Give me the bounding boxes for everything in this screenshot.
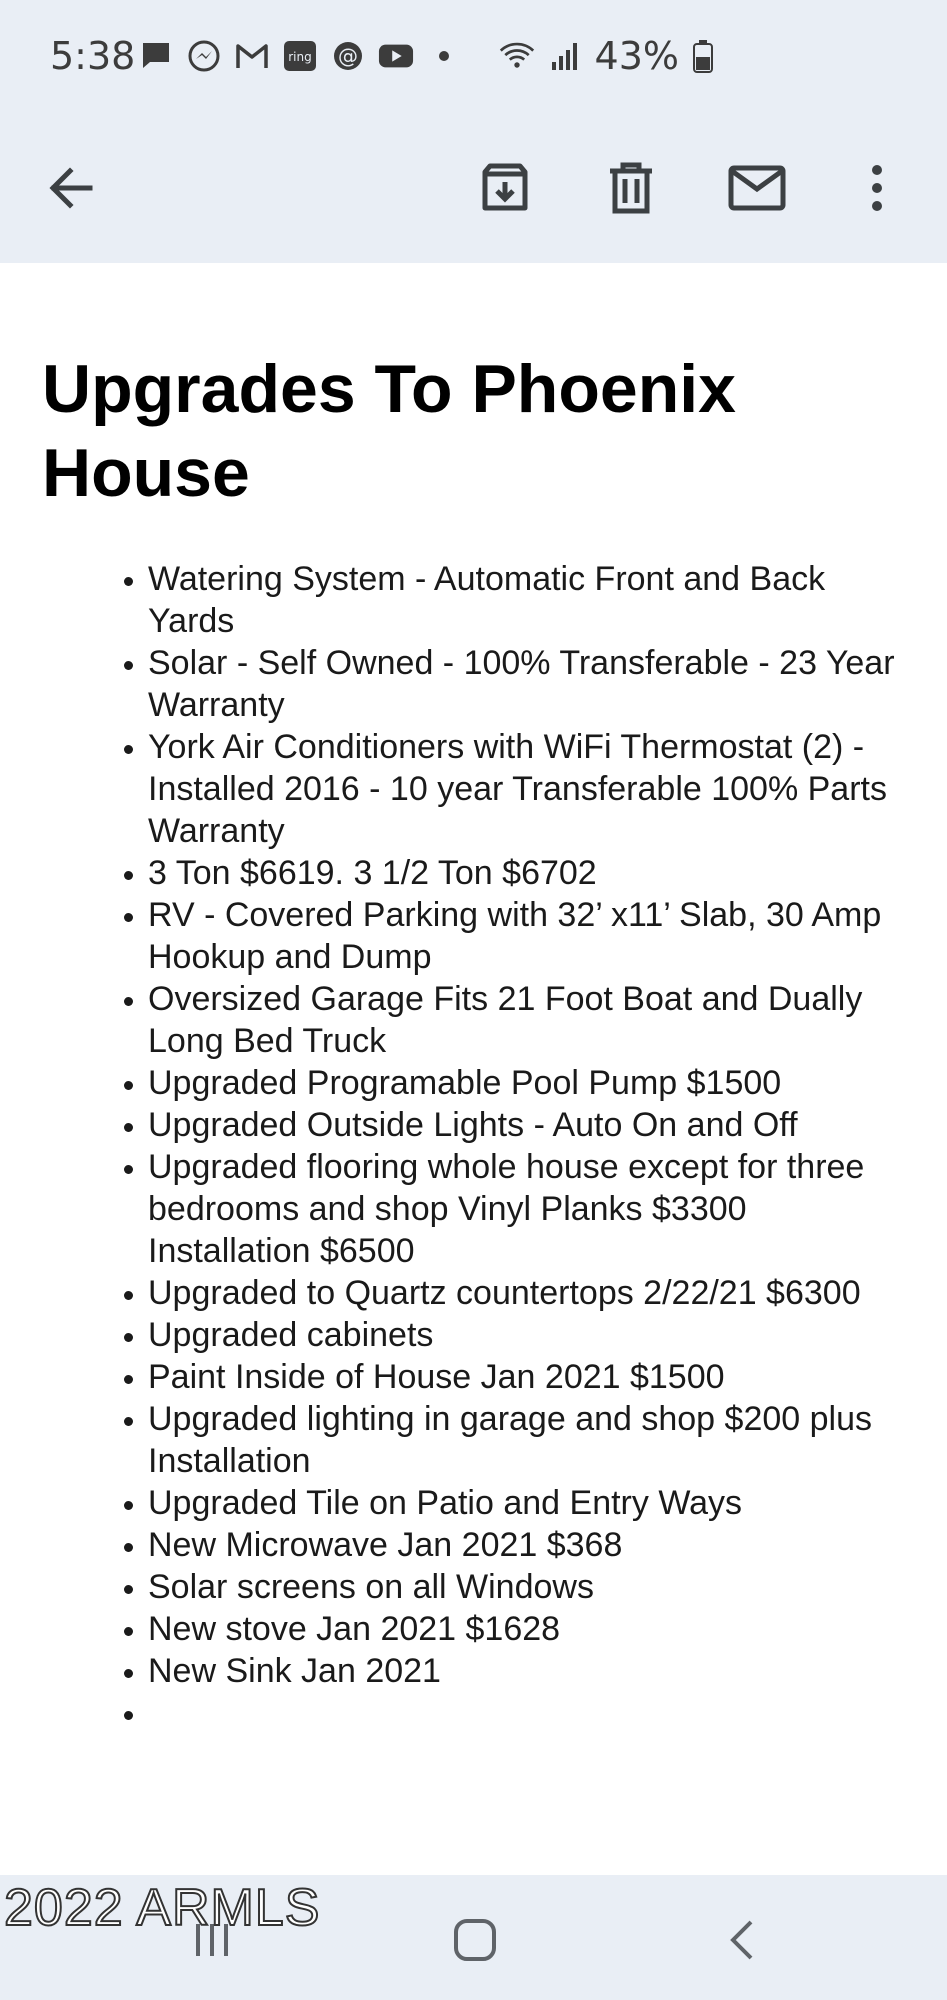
archive-icon — [479, 162, 531, 214]
gmail-icon — [234, 40, 270, 72]
list-item: • Upgraded Programable Pool Pump $1500 — [148, 1062, 908, 1104]
list-item: • Upgraded lighting in garage and shop $200 plus Installation — [148, 1398, 908, 1482]
list-item: • Upgraded Tile on Patio and Entry Ways — [148, 1482, 908, 1524]
email-title: Upgrades To Phoenix House — [42, 351, 736, 511]
status-time: 5:38 — [50, 34, 136, 78]
list-item: • New Sink Jan 2021 — [148, 1650, 908, 1692]
svg-text:@: @ — [338, 44, 358, 68]
upgrade-list — [148, 558, 908, 1734]
list-item: • RV - Covered Parking with 32’ x11’ Slab, 30 Amp Hookup and Dump — [148, 894, 908, 978]
more-options-button[interactable] — [834, 145, 920, 231]
list-item: • Upgraded Outside Lights - Auto On and Off — [148, 1104, 908, 1146]
list-item: • Upgraded flooring whole house except for three bedrooms and shop Vinyl Planks $3300 Installation $6500 — [148, 1146, 908, 1272]
mark-unread-icon — [728, 165, 786, 211]
signal-icon — [547, 40, 583, 72]
list-item: • New Microwave Jan 2021 $368 — [148, 1524, 908, 1566]
back-arrow-icon — [46, 163, 96, 213]
more-vert-icon — [867, 163, 887, 213]
battery-icon — [691, 40, 715, 72]
list-item: • Oversized Garage Fits 21 Foot Boat and Dually Long Bed Truck — [148, 978, 908, 1062]
ring-icon — [282, 40, 318, 72]
list-item: • Solar screens on all Windows — [148, 1566, 908, 1608]
list-item: • York Air Conditioners with WiFi Thermostat (2) - Installed 2016 - 10 year Transferable 100% Parts Warranty — [148, 726, 908, 852]
archive-button[interactable] — [462, 145, 548, 231]
email-toolbar — [0, 115, 947, 263]
list-item: • New stove Jan 2021 $1628 — [148, 1608, 908, 1650]
system-icons — [499, 34, 715, 78]
list-item: • Watering System - Automatic Front and Back Yards — [148, 558, 908, 642]
wifi-icon — [499, 40, 535, 72]
mark-unread-button[interactable] — [714, 145, 800, 231]
list-item: • Upgraded cabinets — [148, 1314, 908, 1356]
youtube-icon — [378, 40, 414, 72]
list-item — [148, 1692, 908, 1734]
status-bar — [0, 0, 947, 115]
chat-icon — [138, 40, 174, 72]
delete-icon — [606, 161, 656, 215]
watermark: 2022 ARMLS — [4, 1879, 321, 1937]
back-button[interactable] — [28, 145, 114, 231]
home-icon — [452, 1917, 498, 1963]
system-back-button[interactable] — [697, 1900, 787, 1980]
dot-icon — [426, 40, 462, 72]
back-icon — [727, 1918, 757, 1962]
list-item: • Upgraded to Quartz countertops 2/22/21 $6300 — [148, 1272, 908, 1314]
battery-percent: 43% — [594, 34, 679, 78]
delete-button[interactable] — [588, 145, 674, 231]
messenger-icon — [186, 40, 222, 72]
threads-icon — [330, 40, 366, 72]
list-item: • 3 Ton $6619. 3 1/2 Ton $6702 — [148, 852, 908, 894]
list-item: • Solar - Self Owned - 100% Transferable - 23 Year Warranty — [148, 642, 908, 726]
notification-icons — [138, 40, 462, 72]
list-item: • Paint Inside of House Jan 2021 $1500 — [148, 1356, 908, 1398]
email-body — [0, 263, 947, 1875]
svg-text:ring: ring — [288, 50, 312, 64]
home-button[interactable] — [430, 1900, 520, 1980]
